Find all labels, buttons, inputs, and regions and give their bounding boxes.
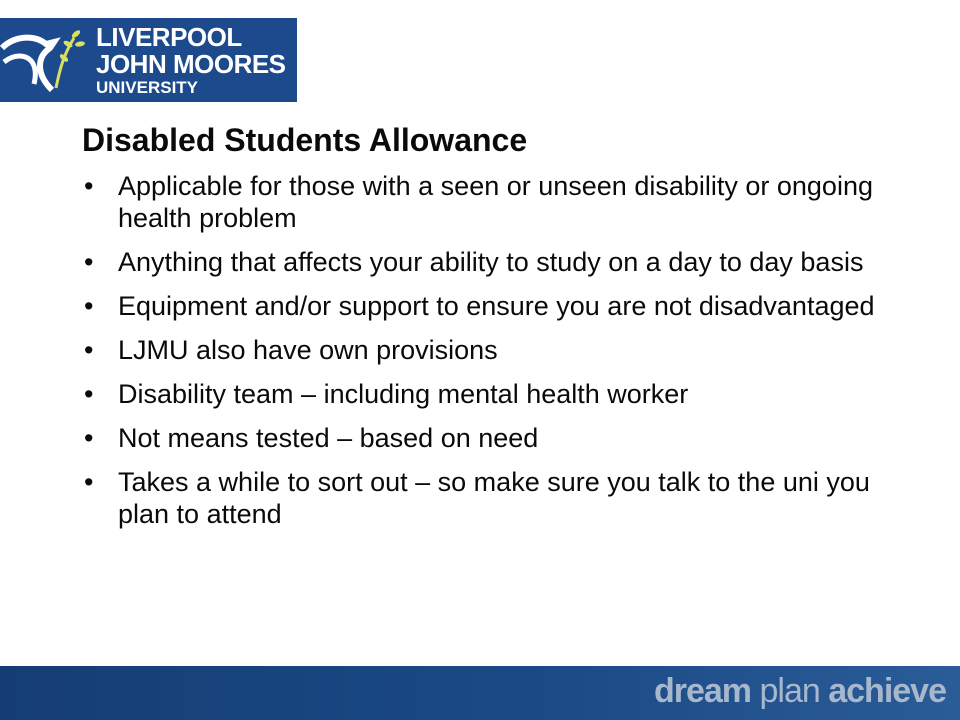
bullet-dot: •	[84, 379, 94, 409]
bullet-text: Not means tested – based on need	[118, 423, 539, 453]
bullet-dot: •	[84, 423, 94, 453]
bullet-item	[82, 422, 882, 454]
logo-line-2: JOHN MOORES	[96, 49, 286, 79]
bullet-text: Applicable for those with a seen or unseen disability or ongoing health problem	[118, 171, 873, 233]
bullet-text: LJMU also have own provisions	[118, 335, 498, 365]
logo-line-3: UNIVERSITY	[96, 78, 199, 97]
bullet-item	[82, 466, 882, 530]
bullet-item	[82, 246, 882, 278]
tagline-achieve: achieve	[828, 672, 946, 710]
bullet-dot: •	[84, 247, 94, 277]
bullet-item	[82, 170, 882, 234]
bullet-item	[82, 290, 882, 322]
tagline-plan: plan	[759, 672, 820, 710]
tagline-dream: dream	[653, 672, 752, 710]
footer-bar	[0, 666, 960, 720]
bullet-text: Takes a while to sort out – so make sure you talk to the uni you plan to attend	[118, 467, 870, 529]
bullet-text: Anything that affects your ability to study on a day to day basis	[118, 247, 864, 277]
bullet-dot: •	[84, 467, 94, 497]
bullet-list	[82, 170, 882, 542]
bullet-dot: •	[84, 171, 94, 201]
logo-wordmark	[96, 24, 286, 98]
bullet-dot: •	[84, 291, 94, 321]
liver-bird-icon	[0, 18, 96, 102]
bullet-item	[82, 334, 882, 366]
bullet-dot: •	[84, 335, 94, 365]
footer-tagline	[654, 672, 946, 711]
slide-title: Disabled Students Allowance	[82, 122, 528, 158]
university-logo	[0, 18, 297, 102]
logo-line-1: LIVERPOOL	[96, 22, 242, 52]
bullet-text: Equipment and/or support to ensure you are not disadvantaged	[118, 291, 875, 321]
bullet-item	[82, 378, 882, 410]
bullet-text: Disability team – including mental health worker	[118, 379, 689, 409]
